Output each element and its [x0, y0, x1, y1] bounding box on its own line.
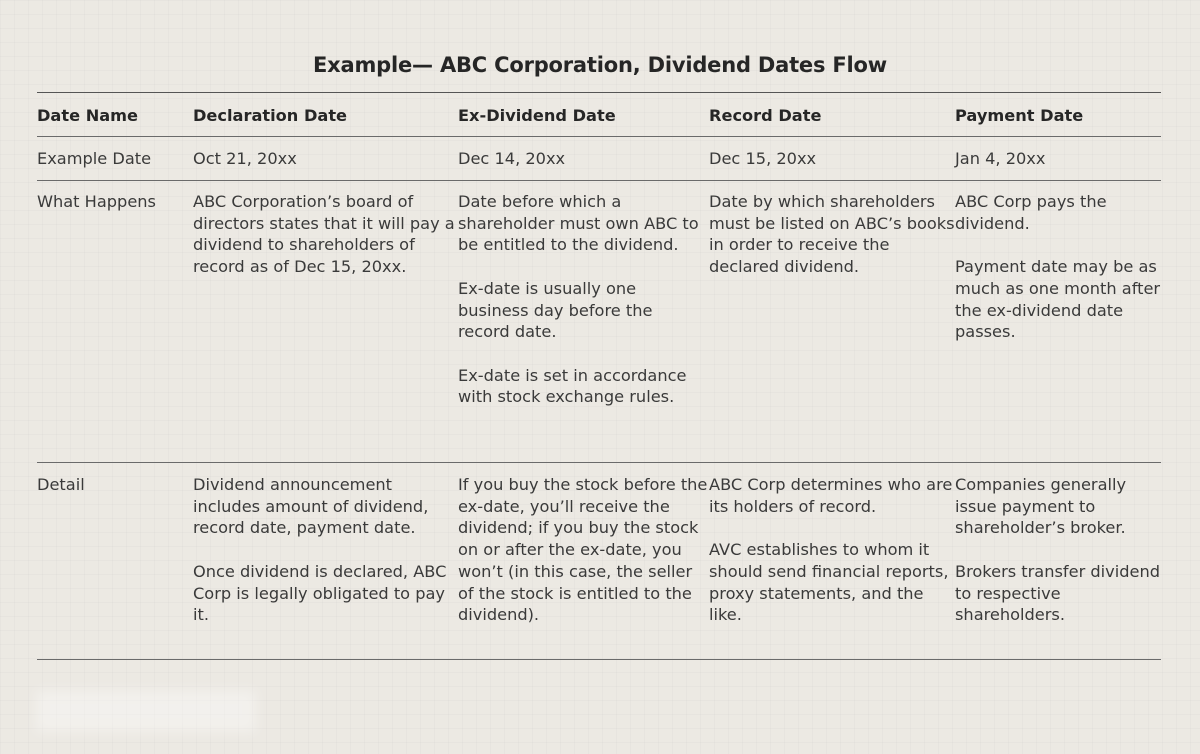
- header-ex-dividend-date: Ex-Dividend Date: [458, 93, 709, 137]
- row-label-detail: Detail: [37, 463, 193, 660]
- cell-text: ABC Corporation’s board of directors states that it will pay a dividend to shareholders of record as of Dec 15, 20xx.: [193, 192, 455, 277]
- header-date-name: Date Name: [37, 93, 193, 137]
- cell-ex-dividend-what-happens: [458, 181, 709, 463]
- cell-text: If you buy the stock before the ex-date, you’ll receive the dividend; if you buy the stock on or after the ex-date, you won’t (in this case, the seller of the stock is entitled to the dividend).: [458, 475, 708, 625]
- cell-text: Date by which shareholders must be listed on ABC’s books in order to receive the declared dividend.: [709, 192, 955, 277]
- cell-text: ABC Corp determines who are its holders of record.: [709, 475, 953, 516]
- cell-payment-what-happens: [955, 181, 1161, 463]
- cell-text: AVC establishes to whom it should send financial reports, proxy statements, and the like.: [709, 540, 949, 625]
- cell-text: Payment date may be as much as one month after the ex-dividend date passes.: [955, 257, 1161, 342]
- cell-payment-example-date: [955, 137, 1161, 181]
- table-row: [37, 181, 1161, 463]
- cell-text: Ex-date is set in accordance with stock exchange rules.: [458, 365, 687, 407]
- cell-text: Dec 14, 20xx: [458, 149, 566, 168]
- cell-text: Oct 21, 20xx: [193, 149, 297, 168]
- row-label-example-date: Example Date: [37, 137, 193, 181]
- table-header-row: [37, 93, 1161, 137]
- table-row: [37, 463, 1161, 660]
- cell-text: Once dividend is declared, ABC Corp is legally obligated to pay it.: [193, 561, 447, 625]
- faded-watermark: [36, 690, 256, 732]
- header-record-date: Record Date: [709, 93, 955, 137]
- dividend-dates-table: [37, 92, 1161, 660]
- cell-record-what-happens: [709, 181, 955, 463]
- cell-text: Brokers transfer dividend to respective shareholders.: [955, 561, 1160, 625]
- cell-payment-detail: [955, 463, 1161, 660]
- cell-text: Jan 4, 20xx: [955, 149, 1046, 168]
- cell-text: Dividend announcement includes amount of dividend, record date, payment date.: [193, 475, 429, 538]
- cell-record-example-date: [709, 137, 955, 181]
- cell-text: Companies generally issue payment to shareholder’s broker.: [955, 475, 1127, 538]
- cell-declaration-what-happens: [193, 181, 458, 463]
- cell-text: Date before which a shareholder must own ABC to be entitled to the dividend.: [458, 192, 699, 255]
- cell-text: Ex-date is usually one business day before the record date.: [458, 278, 653, 342]
- cell-text: ABC Corp pays the dividend.: [955, 192, 1107, 233]
- row-label-what-happens: What Happens: [37, 181, 193, 463]
- header-declaration-date: Declaration Date: [193, 93, 458, 137]
- page-title: Example— ABC Corporation, Dividend Dates Flow: [313, 53, 887, 77]
- cell-record-detail: [709, 463, 955, 660]
- cell-ex-dividend-example-date: [458, 137, 709, 181]
- cell-declaration-example-date: [193, 137, 458, 181]
- cell-text: Dec 15, 20xx: [709, 149, 817, 168]
- header-payment-date: Payment Date: [955, 93, 1161, 137]
- cell-declaration-detail: [193, 463, 458, 660]
- table-row: [37, 137, 1161, 181]
- cell-ex-dividend-detail: [458, 463, 709, 660]
